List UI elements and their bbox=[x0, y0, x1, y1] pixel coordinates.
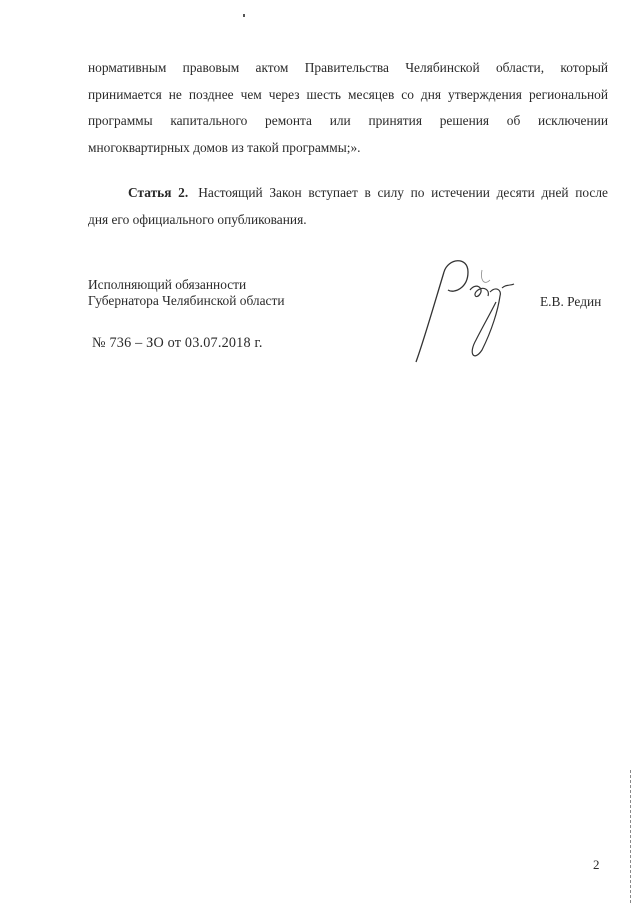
paragraph-line: принимается не позднее чем через шесть месяцев со дня утверждения региональной bbox=[88, 86, 608, 102]
law-number: № 736 – ЗО от 03.07.2018 г. bbox=[92, 335, 263, 351]
signatory-name: Е.В. Редин bbox=[540, 294, 602, 309]
scan-mark bbox=[243, 14, 245, 17]
continued-paragraph bbox=[88, 55, 608, 161]
paragraph-line: многоквартирных домов из такой программы;». bbox=[88, 139, 361, 155]
paragraph-line: нормативным правовым актом Правительства Челябинской области, который bbox=[88, 60, 608, 75]
article-title: Статья 2. bbox=[128, 185, 189, 200]
article-text-line2: дня его официального опубликования. bbox=[88, 211, 307, 227]
paragraph-line: программы капитального ремонта или принятия решения об исключении bbox=[88, 113, 608, 128]
article-first-line bbox=[88, 180, 608, 207]
handwritten-signature bbox=[410, 250, 530, 375]
article-text-line1: Настоящий Закон вступает в силу по истечении десяти дней после bbox=[198, 185, 608, 200]
page-number: 2 bbox=[593, 857, 600, 872]
scan-edge-line bbox=[630, 770, 631, 905]
signatory-position bbox=[88, 277, 285, 309]
position-line-1: Исполняющий обязанности bbox=[88, 277, 247, 292]
article-2 bbox=[88, 180, 608, 233]
position-line-2: Губернатора Челябинской области bbox=[88, 293, 285, 308]
